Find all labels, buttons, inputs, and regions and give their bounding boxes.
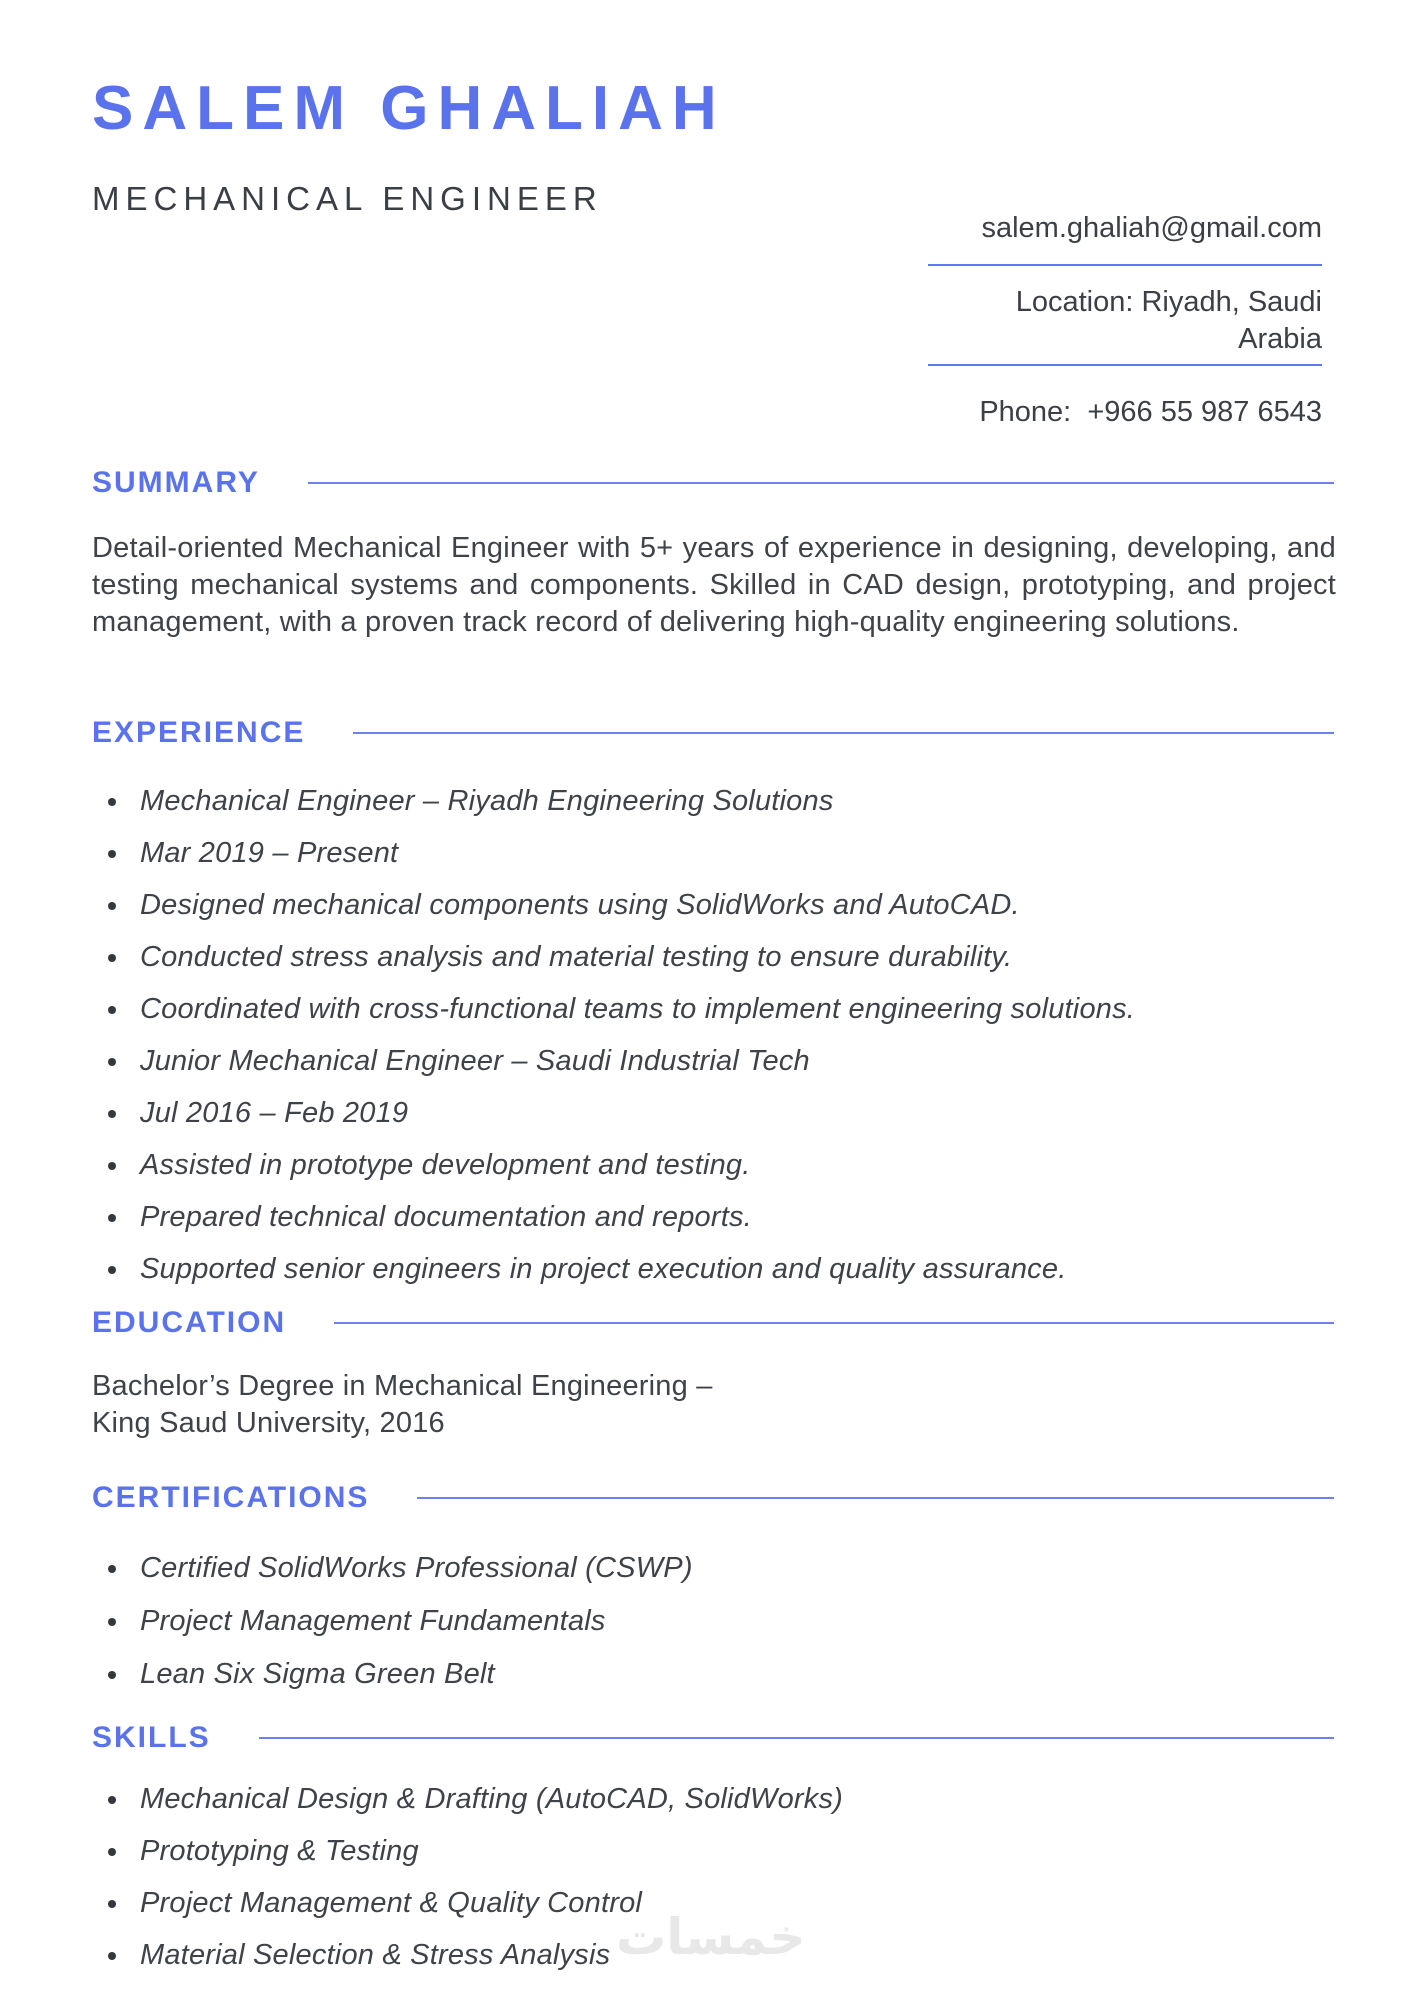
bullet-icon bbox=[108, 954, 116, 962]
list-item bbox=[92, 1781, 1336, 1818]
section-education-title: EDUCATION bbox=[92, 1306, 287, 1339]
list-item bbox=[92, 835, 1336, 872]
section-education bbox=[92, 1308, 1336, 1442]
bullet-icon bbox=[108, 1006, 116, 1014]
person-name: SALEM GHALIAH bbox=[92, 74, 726, 143]
list-item-text: Mechanical Design & Drafting (AutoCAD, SolidWorks) bbox=[140, 1783, 844, 1815]
section-summary-title: SUMMARY bbox=[92, 466, 260, 499]
section-rule bbox=[308, 482, 1334, 484]
list-item bbox=[92, 1147, 1336, 1184]
contact-email: salem.ghaliah@gmail.com bbox=[928, 208, 1322, 266]
list-item-text: Material Selection & Stress Analysis bbox=[140, 1939, 611, 1971]
bullet-icon bbox=[108, 1952, 116, 1960]
education-degree: Bachelor’s Degree in Mechanical Engineering – bbox=[92, 1370, 713, 1402]
list-item bbox=[92, 939, 1336, 976]
education-school: King Saud University, 2016 bbox=[92, 1407, 445, 1439]
list-item-text: Jul 2016 – Feb 2019 bbox=[140, 1097, 409, 1129]
list-item-text: Lean Six Sigma Green Belt bbox=[140, 1658, 495, 1690]
section-experience-title: EXPERIENCE bbox=[92, 716, 306, 749]
bullet-icon bbox=[108, 1266, 116, 1274]
bullet-icon bbox=[108, 1162, 116, 1170]
section-experience bbox=[92, 718, 1336, 1288]
section-certifications-title: CERTIFICATIONS bbox=[92, 1481, 370, 1514]
list-item-text: Supported senior engineers in project execution and quality assurance. bbox=[140, 1253, 1067, 1285]
experience-list bbox=[92, 783, 1336, 1288]
bullet-icon bbox=[108, 1848, 116, 1856]
list-item-text: Project Management Fundamentals bbox=[140, 1605, 606, 1637]
list-item bbox=[92, 1251, 1336, 1288]
list-item bbox=[92, 991, 1336, 1028]
summary-text: Detail-oriented Mechanical Engineer with 5+ years of experience in designing, developing, and testing mechanical systems and components. Skilled in CAD design, prototyping, and project management, with a proven track record of delivering high-quality engineering solutions. bbox=[92, 532, 1336, 638]
list-item-text: Prototyping & Testing bbox=[140, 1835, 419, 1867]
section-rule bbox=[353, 732, 1334, 734]
bullet-icon bbox=[108, 1058, 116, 1066]
list-item-text: Prepared technical documentation and reports. bbox=[140, 1201, 752, 1233]
section-education-header bbox=[92, 1308, 1336, 1338]
list-item bbox=[92, 1656, 1336, 1693]
section-summary bbox=[92, 468, 1336, 641]
section-rule bbox=[417, 1497, 1334, 1499]
bullet-icon bbox=[108, 1214, 116, 1222]
contact-phone: Phone: +966 55 987 6543 bbox=[979, 396, 1322, 428]
bullet-icon bbox=[108, 1618, 116, 1626]
list-item-text: Certified SolidWorks Professional (CSWP) bbox=[140, 1552, 693, 1584]
list-item bbox=[92, 1095, 1336, 1132]
list-item bbox=[92, 887, 1336, 924]
list-item-text: Conducted stress analysis and material testing to ensure durability. bbox=[140, 941, 1013, 973]
list-item-text: Assisted in prototype development and testing. bbox=[140, 1149, 751, 1181]
bullet-icon bbox=[108, 1671, 116, 1679]
section-skills-header bbox=[92, 1723, 1336, 1753]
list-item-text: Mar 2019 – Present bbox=[140, 837, 399, 869]
section-rule bbox=[259, 1737, 1334, 1739]
list-item bbox=[92, 1833, 1336, 1870]
bullet-icon bbox=[108, 1565, 116, 1573]
khamsat-watermark: خمسات bbox=[616, 1908, 806, 1966]
list-item bbox=[92, 1043, 1336, 1080]
bullet-icon bbox=[108, 1900, 116, 1908]
bullet-icon bbox=[108, 1110, 116, 1118]
list-item-text: Coordinated with cross-functional teams to implement engineering solutions. bbox=[140, 993, 1136, 1025]
job-title: MECHANICAL ENGINEER bbox=[92, 180, 603, 217]
list-item bbox=[92, 783, 1336, 820]
bullet-icon bbox=[108, 850, 116, 858]
contact-block bbox=[928, 208, 1329, 432]
bullet-icon bbox=[108, 902, 116, 910]
section-rule bbox=[334, 1322, 1334, 1324]
list-item-text: Mechanical Engineer – Riyadh Engineering Solutions bbox=[140, 785, 834, 817]
section-summary-header bbox=[92, 468, 1336, 498]
section-certifications bbox=[92, 1483, 1336, 1693]
certifications-list bbox=[92, 1550, 1336, 1693]
contact-location: Location: Riyadh, Saudi Arabia bbox=[928, 266, 1322, 366]
education-text bbox=[92, 1368, 1336, 1442]
bullet-icon bbox=[108, 1796, 116, 1804]
list-item bbox=[92, 1550, 1336, 1587]
list-item bbox=[92, 1199, 1336, 1236]
section-experience-header bbox=[92, 718, 1336, 748]
bullet-icon bbox=[108, 798, 116, 806]
section-certifications-header bbox=[92, 1483, 1336, 1513]
list-item-text: Junior Mechanical Engineer – Saudi Industrial Tech bbox=[140, 1045, 810, 1077]
list-item-text: Project Management & Quality Control bbox=[140, 1887, 643, 1919]
section-skills-title: SKILLS bbox=[92, 1721, 211, 1754]
list-item-text: Designed mechanical components using SolidWorks and AutoCAD. bbox=[140, 889, 1020, 921]
list-item bbox=[92, 1603, 1336, 1640]
